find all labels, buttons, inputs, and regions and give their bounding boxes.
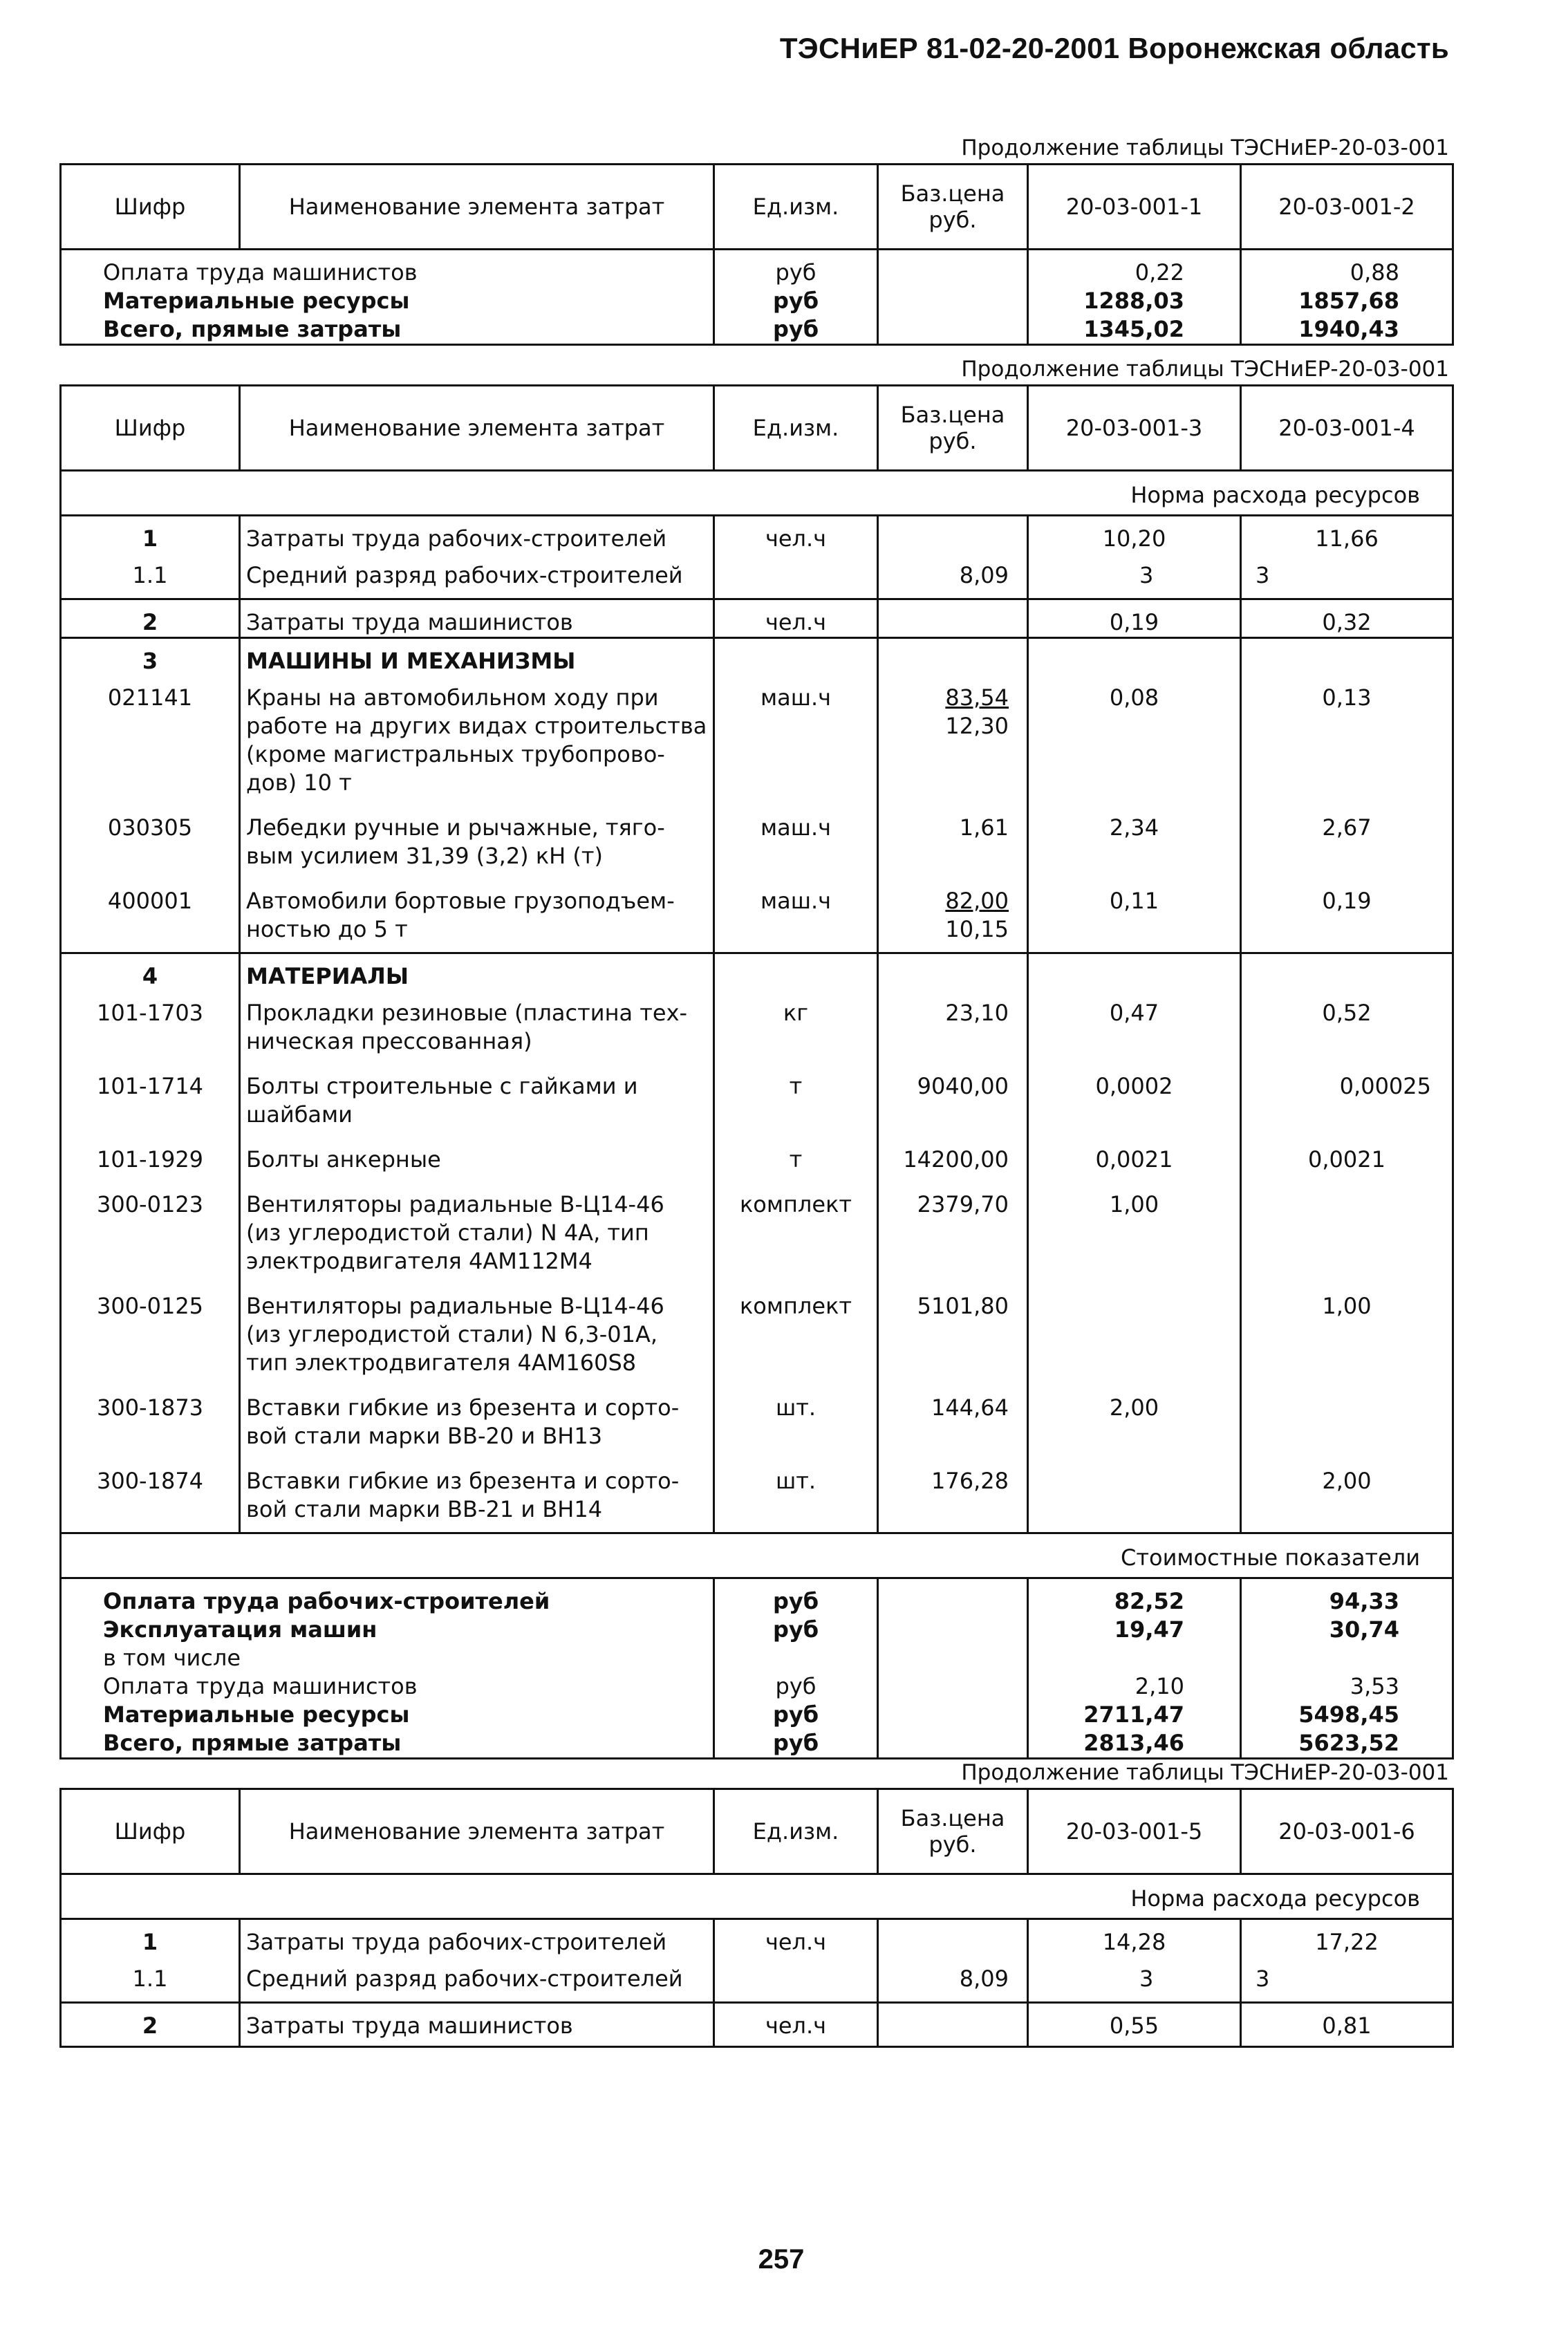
table-row: 1.1 Средний разряд рабочих-строителей 8,09 3 3: [61, 1957, 1453, 2003]
section-label-row: [61, 1533, 1453, 1578]
table2-header-row: [61, 386, 1453, 471]
table2-continuation-label: Продолжение таблицы ТЭСНиЕР-20-03-001: [961, 357, 1449, 382]
table1: [59, 163, 1454, 346]
col-header-a: 20-03-001-3: [1028, 386, 1241, 471]
col-header-price: Баз.цена руб.: [878, 1789, 1028, 1874]
table-row: Всего, прямые затраты руб 1345,02 1940,43: [61, 315, 1453, 345]
col-header-a: 20-03-001-1: [1028, 165, 1241, 250]
table-row: в том числе: [61, 1644, 1453, 1672]
table-row: 300-0125 Вентиляторы радиальные В-Ц14-46 (из углеродистой стали) N 6,3-01А, тип электродвигателя 4АМ160S8 комплект 5101,80 1,00: [61, 1284, 1453, 1385]
table-row: Оплата труда рабочих-строителей руб 82,52 94,33: [61, 1578, 1453, 1616]
table-row: Материальные ресурсы руб 2711,47 5498,45: [61, 1701, 1453, 1729]
table3-continuation-label: Продолжение таблицы ТЭСНиЕР-20-03-001: [961, 1760, 1449, 1785]
col-header-name: Наименование элемента затрат: [240, 1789, 714, 1874]
table1-continuation-label: Продолжение таблицы ТЭСНиЕР-20-03-001: [961, 136, 1449, 160]
table-row: 300-0123 Вентиляторы радиальные В-Ц14-46 (из углеродистой стали) N 4А, тип электродвигателя 4АМ112М4 комплект 2379,70 1,00: [61, 1182, 1453, 1284]
table-row: Всего, прямые затраты руб 2813,46 5623,52: [61, 1729, 1453, 1759]
table-row: Эксплуатация машин руб 19,47 30,74: [61, 1616, 1453, 1644]
table3: [59, 1788, 1454, 2048]
col-header-price: Баз.цена руб.: [878, 165, 1028, 250]
col-header-code: Шифр: [61, 1789, 240, 1874]
table-row: 021141 Краны на автомобильном ходу при работе на других видах строительства (кроме магистральных трубопрово- дов) 10 т маш.ч 83,54 12,30 0,08 0,13: [61, 675, 1453, 805]
section-cost-label: Стоимостные показатели: [61, 1533, 1453, 1578]
table-row: 4 МАТЕРИАЛЫ: [61, 953, 1453, 991]
col-header-unit: Ед.изм.: [714, 165, 878, 250]
table-row: 1 Затраты труда рабочих-строителей чел.ч 14,28 17,22: [61, 1919, 1453, 1957]
section-norm-label: Норма расхода ресурсов: [61, 471, 1453, 516]
table-row: 101-1714 Болты строительные с гайками и шайбами т 9040,00 0,0002 0,00025: [61, 1064, 1453, 1137]
col-header-b: 20-03-001-4: [1241, 386, 1453, 471]
col-header-a: 20-03-001-5: [1028, 1789, 1241, 1874]
table3-header-row: [61, 1789, 1453, 1874]
col-header-name: Наименование элемента затрат: [240, 386, 714, 471]
section-label-row: [61, 1874, 1453, 1919]
table2: [59, 384, 1454, 1759]
table-row: 1.1 Средний разряд рабочих-строителей 8,09 3 3: [61, 553, 1453, 599]
col-header-price: Баз.цена руб.: [878, 386, 1028, 471]
table-row: 101-1929 Болты анкерные т 14200,00 0,0021 0,0021: [61, 1137, 1453, 1182]
table-row: 1 Затраты труда рабочих-строителей чел.ч 10,20 11,66: [61, 516, 1453, 554]
table-row: Оплата труда машинистов руб 2,10 3,53: [61, 1672, 1453, 1701]
table-row: 101-1703 Прокладки резиновые (пластина тех- ническая прессованная) кг 23,10 0,47 0,52: [61, 991, 1453, 1064]
col-header-unit: Ед.изм.: [714, 1789, 878, 1874]
table-row: 300-1874 Вставки гибкие из брезента и сорто- вой стали марки ВВ-21 и ВН14 шт. 176,28 2,00: [61, 1459, 1453, 1533]
table-row: 400001 Автомобили бортовые грузоподъем- ностью до 5 т маш.ч 82,00 10,15 0,11 0,19: [61, 879, 1453, 953]
section-label-row: [61, 471, 1453, 516]
col-header-code: Шифр: [61, 165, 240, 250]
section-norm-label: Норма расхода ресурсов: [61, 1874, 1453, 1919]
table-row: Оплата труда машинистов руб 0,22 0,88: [61, 250, 1453, 288]
col-header-unit: Ед.изм.: [714, 386, 878, 471]
table-row: 2 Затраты труда машинистов чел.ч 0,55 0,81: [61, 2003, 1453, 2047]
page-number: 257: [758, 2244, 805, 2275]
table-row: 2 Затраты труда машинистов чел.ч 0,19 0,32: [61, 599, 1453, 638]
table1-header-row: [61, 165, 1453, 250]
col-header-b: 20-03-001-2: [1241, 165, 1453, 250]
col-header-name: Наименование элемента затрат: [240, 165, 714, 250]
col-header-code: Шифр: [61, 386, 240, 471]
table-row: 030305 Лебедки ручные и рычажные, тяго- вым усилием 31,39 (3,2) кН (т) маш.ч 1,61 2,34 2,67: [61, 805, 1453, 879]
col-header-b: 20-03-001-6: [1241, 1789, 1453, 1874]
document-header: ТЭСНиЕР 81-02-20-2001 Воронежская область: [779, 32, 1449, 64]
table-row: Материальные ресурсы руб 1288,03 1857,68: [61, 287, 1453, 315]
table-row: 3 МАШИНЫ И МЕХАНИЗМЫ: [61, 638, 1453, 676]
table-row: 300-1873 Вставки гибкие из брезента и сорто- вой стали марки ВВ-20 и ВН13 шт. 144,64 2,00: [61, 1385, 1453, 1459]
